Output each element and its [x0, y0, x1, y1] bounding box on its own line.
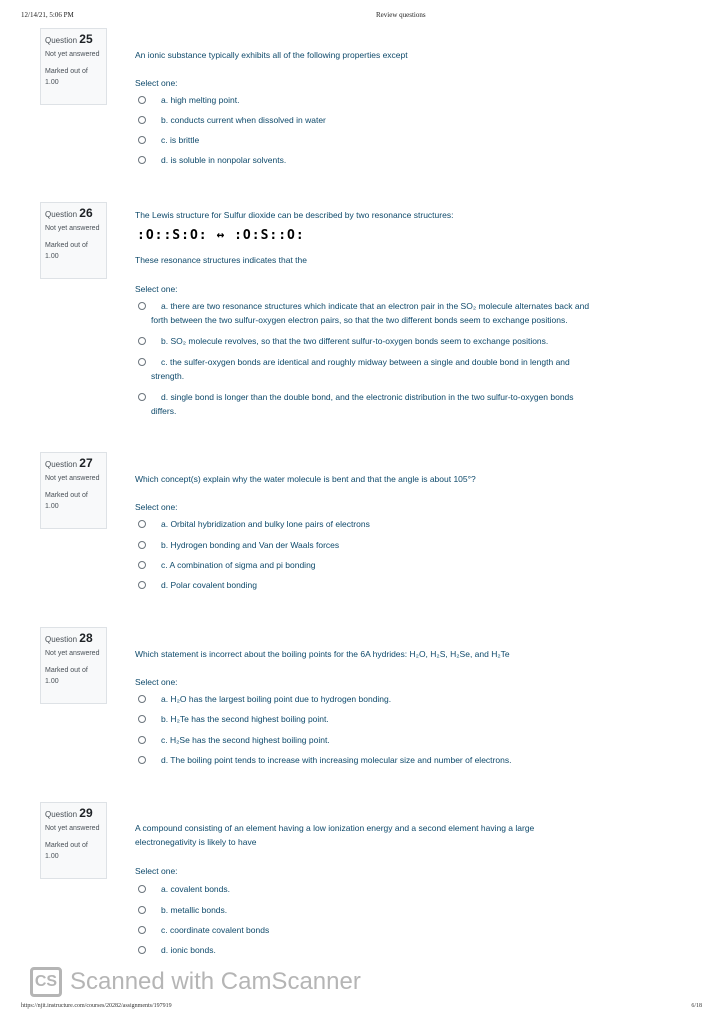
question-prefix: Question — [45, 460, 78, 469]
question-prefix: Question — [45, 635, 78, 644]
radio-button[interactable] — [138, 561, 146, 569]
option-c[interactable]: c. A combination of sigma and pi bonding — [138, 558, 668, 572]
option-b[interactable]: b. Hydrogen bonding and Van der Waals forces — [138, 538, 668, 552]
radio-button[interactable] — [138, 926, 146, 934]
option-a[interactable]: a. there are two resonance structures which indicate that an electron pair in the SO₂ molecule alternates back and forth between the two sulfur-oxygen electron pairs, so that the two different bonds seem to exchange positions. — [138, 299, 668, 327]
question-grade: Marked out of 1.00 — [45, 492, 88, 510]
option-c[interactable]: c. H₂Se has the second highest boiling point. — [138, 733, 668, 747]
question-text: A compound consisting of an element having a low ionization energy and a second element having a large electronegativity is likely to have — [135, 823, 535, 847]
lewis-structure: :O::S:O: ↔ :O:S::O: — [137, 228, 305, 243]
radio-button[interactable] — [138, 581, 146, 589]
radio-button[interactable] — [138, 136, 146, 144]
select-one-label: Select one: — [135, 78, 178, 88]
question-grade: Marked out of 1.00 — [45, 667, 88, 685]
radio-button[interactable] — [138, 337, 146, 345]
question-info — [40, 802, 107, 879]
option-a[interactable]: a. H₂O has the largest boiling point due to hydrogen bonding. — [138, 692, 668, 706]
option-c[interactable]: c. coordinate covalent bonds — [138, 923, 668, 937]
print-date: 12/14/21, 5:06 PM — [21, 11, 74, 19]
question-state: Not yet answered — [45, 475, 100, 482]
radio-button[interactable] — [138, 116, 146, 124]
radio-button[interactable] — [138, 358, 146, 366]
option-d[interactable]: d. ionic bonds. — [138, 943, 668, 957]
option-d[interactable]: d. is soluble in nonpolar solvents. — [138, 153, 668, 167]
radio-button[interactable] — [138, 756, 146, 764]
question-info — [40, 202, 107, 279]
option-c[interactable]: c. is brittle — [138, 133, 668, 147]
radio-button[interactable] — [138, 393, 146, 401]
select-one-label: Select one: — [135, 677, 178, 687]
camscanner-watermark — [30, 965, 361, 999]
option-d[interactable]: d. Polar covalent bonding — [138, 578, 668, 592]
radio-button[interactable] — [138, 96, 146, 104]
question-grade: Marked out of 1.00 — [45, 68, 88, 86]
question-state: Not yet answered — [45, 51, 100, 58]
option-a[interactable]: a. Orbital hybridization and bulky lone pairs of electrons — [138, 517, 668, 531]
print-footer — [0, 1003, 724, 1015]
radio-button[interactable] — [138, 946, 146, 954]
question-text: An ionic substance typically exhibits all of the following properties except — [135, 50, 408, 60]
option-a[interactable]: a. high melting point. — [138, 93, 668, 107]
question-number: 25 — [79, 32, 93, 46]
question-text-continued: These resonance structures indicates that the — [135, 255, 307, 265]
question-info — [40, 452, 107, 529]
radio-button[interactable] — [138, 885, 146, 893]
select-one-label: Select one: — [135, 284, 178, 294]
camscanner-logo-icon: CS — [30, 967, 62, 997]
question-number: 26 — [79, 206, 93, 220]
option-b[interactable]: b. conducts current when dissolved in water — [138, 113, 668, 127]
question-prefix: Question — [45, 36, 78, 45]
question-number: 29 — [79, 806, 93, 820]
radio-button[interactable] — [138, 695, 146, 703]
option-c[interactable]: c. the sulfer-oxygen bonds are identical and roughly midway between a single and double bond in length and strength. — [138, 355, 668, 383]
select-one-label: Select one: — [135, 502, 178, 512]
page-number: 6/18 — [691, 1003, 702, 1009]
question-state: Not yet answered — [45, 650, 100, 657]
question-number: 28 — [79, 631, 93, 645]
question-text: Which statement is incorrect about the boiling points for the 6A hydrides: H₂O, H₂S, H₂Se, and H₂Te — [135, 649, 510, 659]
select-one-label: Select one: — [135, 866, 178, 876]
option-d[interactable]: d. single bond is longer than the double bond, and the electronic distribution in the two sulfur-to-oxygen bonds differs. — [138, 390, 668, 418]
camscanner-text: Scanned with CamScanner — [70, 968, 361, 995]
question-info — [40, 28, 107, 105]
print-title: Review questions — [376, 11, 426, 19]
print-header — [0, 11, 724, 23]
radio-button[interactable] — [138, 541, 146, 549]
question-grade: Marked out of 1.00 — [45, 842, 88, 860]
radio-button[interactable] — [138, 156, 146, 164]
question-text: Which concept(s) explain why the water molecule is bent and that the angle is about 105°? — [135, 474, 476, 484]
radio-button[interactable] — [138, 715, 146, 723]
question-grade: Marked out of 1.00 — [45, 242, 88, 260]
radio-button[interactable] — [138, 302, 146, 310]
option-a[interactable]: a. covalent bonds. — [138, 882, 668, 896]
option-b[interactable]: b. SO₂ molecule revolves, so that the two different sulfur-to-oxygen bonds seem to exchange positions. — [138, 334, 668, 348]
radio-button[interactable] — [138, 736, 146, 744]
option-d[interactable]: d. The boiling point tends to increase with increasing molecular size and number of electrons. — [138, 753, 668, 767]
radio-button[interactable] — [138, 520, 146, 528]
question-prefix: Question — [45, 810, 78, 819]
option-b[interactable]: b. metallic bonds. — [138, 903, 668, 917]
question-state: Not yet answered — [45, 225, 100, 232]
question-info — [40, 627, 107, 704]
question-state: Not yet answered — [45, 825, 100, 832]
question-number: 27 — [79, 456, 93, 470]
option-b[interactable]: b. H₂Te has the second highest boiling point. — [138, 712, 668, 726]
radio-button[interactable] — [138, 906, 146, 914]
question-text: The Lewis structure for Sulfur dioxide can be described by two resonance structures: — [135, 210, 454, 220]
question-prefix: Question — [45, 210, 78, 219]
print-url: https://njit.instructure.com/courses/20282/assignments/197919 — [21, 1003, 172, 1009]
